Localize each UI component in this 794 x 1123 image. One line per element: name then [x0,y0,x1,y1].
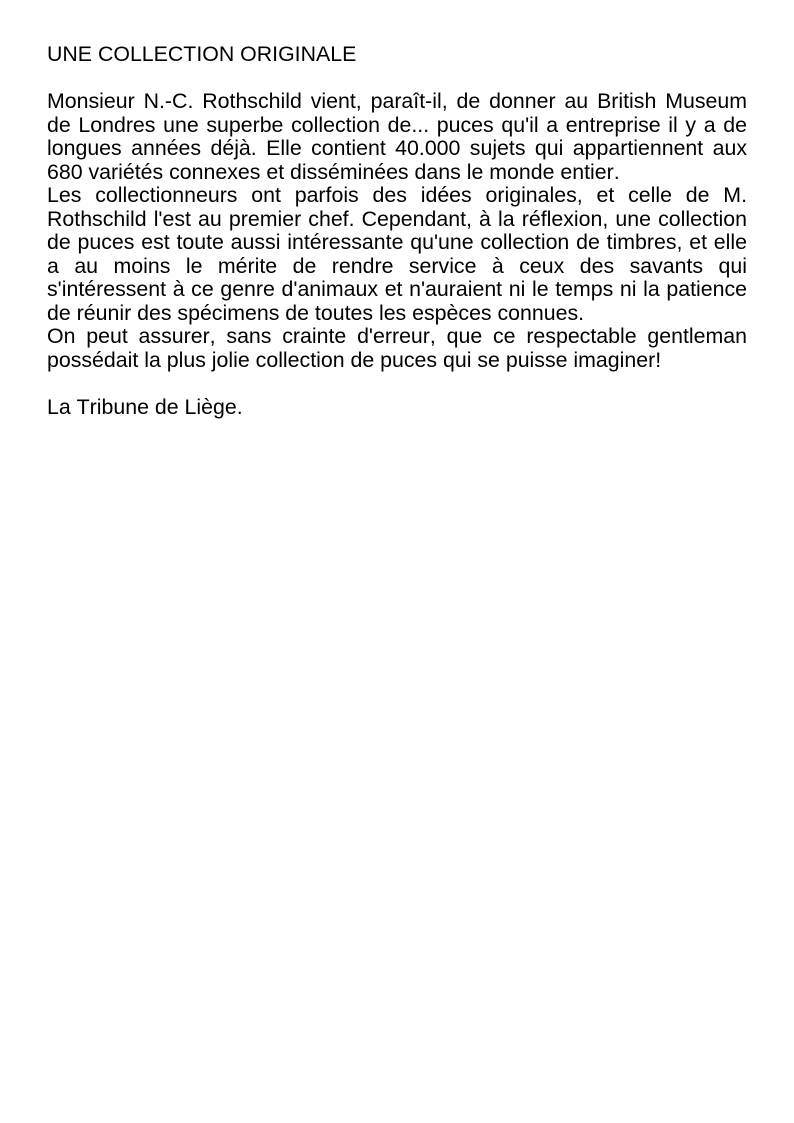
paragraph-3: On peut assurer, sans crainte d'erreur, que ce respectable gentleman possédait la plus jolie collection de puces qui se puisse imaginer! [47,324,747,372]
document-title: UNE COLLECTION ORIGINALE [47,42,357,66]
paragraph-1: Monsieur N.-C. Rothschild vient, paraît-il, de donner au British Museum de Londres une superbe collection de... puces qu'il a entreprise il y a de longues années déjà. Elle contient 40.000 sujets qui appartiennent aux 680 variétés connexes et disséminées dans le monde entier. [47,89,747,184]
paragraph-2: Les collectionneurs ont parfois des idées originales, et celle de M. Rothschild l'est au premier chef. Cependant, à la réflexion, une collection de puces est toute aussi intéressante qu'une collection de timbres, et elle a au moins le mérite de rendre service à ceux des savants qui s'intéressent à ce genre d'animaux et n'auraient ni le temps ni la patience de réunir des spécimens de toutes les espèces connues. [47,183,747,325]
attribution: La Tribune de Liège. [47,394,243,419]
